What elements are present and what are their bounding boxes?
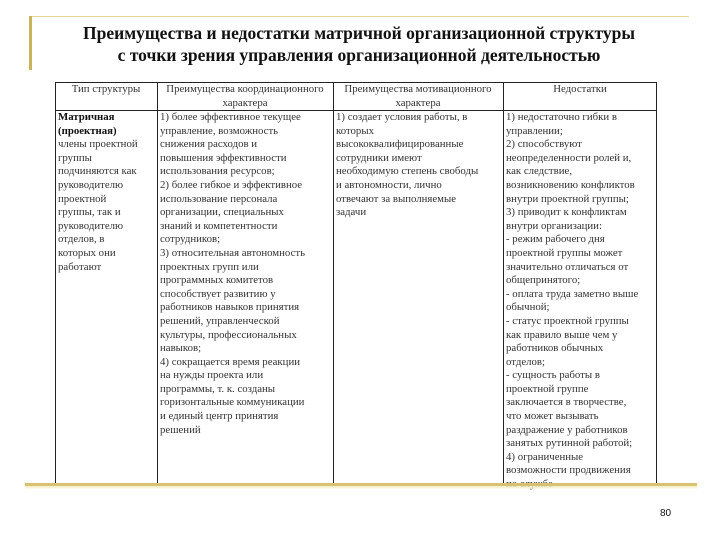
cell-motivation	[336, 111, 478, 220]
col-border	[55, 82, 56, 483]
cell-line: решений, управленческой	[160, 314, 280, 327]
cell-line: - статус проектной группы	[506, 314, 629, 327]
cell-line: использования ресурсов;	[160, 165, 275, 178]
cell-line: 4) сокращается время реакции	[160, 355, 301, 368]
cell-line: проектных групп или	[160, 260, 259, 273]
cell-line: неопределенности ролей и,	[506, 151, 632, 164]
cell-line: члены проектной	[58, 138, 138, 151]
cell-line: группы, так и	[58, 206, 121, 219]
title-line-1: Преимущества и недостатки матричной организационной структуры	[83, 23, 635, 43]
cell-line: использование персонала	[160, 192, 278, 205]
cell-line: и автономности, лично	[336, 178, 442, 191]
cell-type	[58, 111, 155, 274]
col-border	[157, 82, 158, 483]
cell-line: руководителю	[58, 219, 124, 232]
cell-line: проектной	[58, 192, 107, 205]
cell-line: управлении;	[506, 124, 563, 137]
title-frame-left	[29, 16, 32, 70]
cell-line: как правило выше чем у	[506, 328, 618, 341]
cell-line: повышения эффективности	[160, 151, 287, 164]
col-border	[503, 82, 504, 483]
comparison-table	[55, 82, 657, 483]
cell-line: группы	[58, 151, 92, 164]
header-disadvantages: Недостатки	[553, 83, 607, 95]
cell-line: 1) создает условия работы, в	[336, 111, 468, 123]
cell-line: руководителю	[58, 178, 124, 191]
cell-line: возможности продвижения	[506, 464, 631, 477]
cell-line: обычной;	[506, 301, 550, 314]
cell-line: 4) ограниченные	[506, 450, 584, 463]
cell-line: на нужды проекта или	[160, 369, 264, 382]
cell-line: программы, т. к. созданы	[160, 382, 276, 395]
cell-line: 1) недостаточно гибки в	[506, 111, 617, 123]
cell-line: общепринятого;	[506, 274, 581, 287]
col-border	[333, 82, 334, 483]
cell-line: отделов, в	[58, 233, 105, 246]
cell-line: необходимую степень свободы	[336, 165, 479, 178]
title-line-2: с точки зрения управления организационной деятельностью	[117, 45, 601, 65]
cell-line: высококвалифицированные	[336, 138, 464, 151]
cell-line: заключается в творчестве,	[506, 396, 627, 409]
cell-line: отделов;	[506, 355, 546, 368]
cell-line: сотрудники имеют	[336, 151, 422, 164]
cell-line: как следствие,	[506, 165, 573, 178]
cell-line: 2) более гибкое и эффективное	[160, 178, 303, 191]
cell-line: организации, специальных	[160, 206, 284, 219]
cell-line: и единый центр принятия	[160, 410, 279, 423]
page-title	[34, 22, 684, 66]
cell-disadvantages	[506, 111, 638, 492]
cell-line: возникновению конфликтов	[506, 178, 635, 191]
cell-line: 1) более эффективное текущее	[160, 111, 301, 123]
cell-line: работают	[58, 260, 102, 273]
cell-coordination	[160, 111, 305, 437]
cell-line: значительно отличаться от	[506, 260, 629, 273]
cell-line: работников навыков принятия	[160, 301, 300, 314]
cell-line: внутри проектной группы;	[506, 192, 629, 205]
cell-line: сотрудников;	[160, 233, 221, 246]
cell-line: программных комитетов	[160, 274, 274, 287]
page-number: 80	[660, 508, 672, 519]
cell-line: навыков;	[160, 342, 202, 355]
cell-line: горизонтальные коммуникации	[160, 396, 305, 409]
cell-line: управление, возможность	[160, 124, 279, 137]
cell-line: раздражение у работников	[506, 423, 628, 436]
header-coordination: Преимущества координационного характера	[166, 83, 324, 109]
cell-line: задачи	[336, 206, 367, 219]
cell-line: решений	[160, 423, 201, 436]
cell-line: которых	[336, 124, 374, 137]
header-type: Тип структуры	[71, 83, 141, 95]
cell-line: 3) относительная автономность	[160, 246, 306, 259]
cell-line: - режим рабочего дня	[506, 233, 605, 246]
title-frame-top	[29, 16, 689, 17]
cell-line: - оплата труда заметно выше	[506, 287, 639, 300]
cell-line: 3) приводит к конфликтам	[506, 206, 627, 219]
cell-line: которых они	[58, 246, 116, 259]
cell-line: подчиняются как	[58, 165, 137, 178]
cell-line: проектной группы может	[506, 246, 623, 259]
cell-line: Матричная	[58, 111, 115, 123]
footer-rule	[25, 483, 697, 486]
cell-line: знаний и компетентности	[160, 219, 278, 232]
cell-line: 2) способствуют	[506, 138, 582, 151]
cell-line: культуры, профессиональных	[160, 328, 297, 341]
cell-line: что может вызывать	[506, 410, 599, 423]
cell-line: способствует развитию у	[160, 287, 276, 300]
cell-line: (проектная)	[58, 124, 117, 137]
cell-line: отвечают за выполняемые	[336, 192, 457, 205]
cell-line: снижения расходов и	[160, 138, 258, 151]
cell-line: занятых рутинной работой;	[506, 437, 633, 450]
cell-line: - сущность работы в	[506, 369, 600, 382]
cell-line: проектной группе	[506, 382, 589, 395]
cell-line: внутри организации:	[506, 219, 602, 232]
col-border	[656, 82, 657, 483]
header-motivation: Преимущества мотивационного характера	[344, 83, 492, 109]
cell-line: работников обычных	[506, 342, 604, 355]
